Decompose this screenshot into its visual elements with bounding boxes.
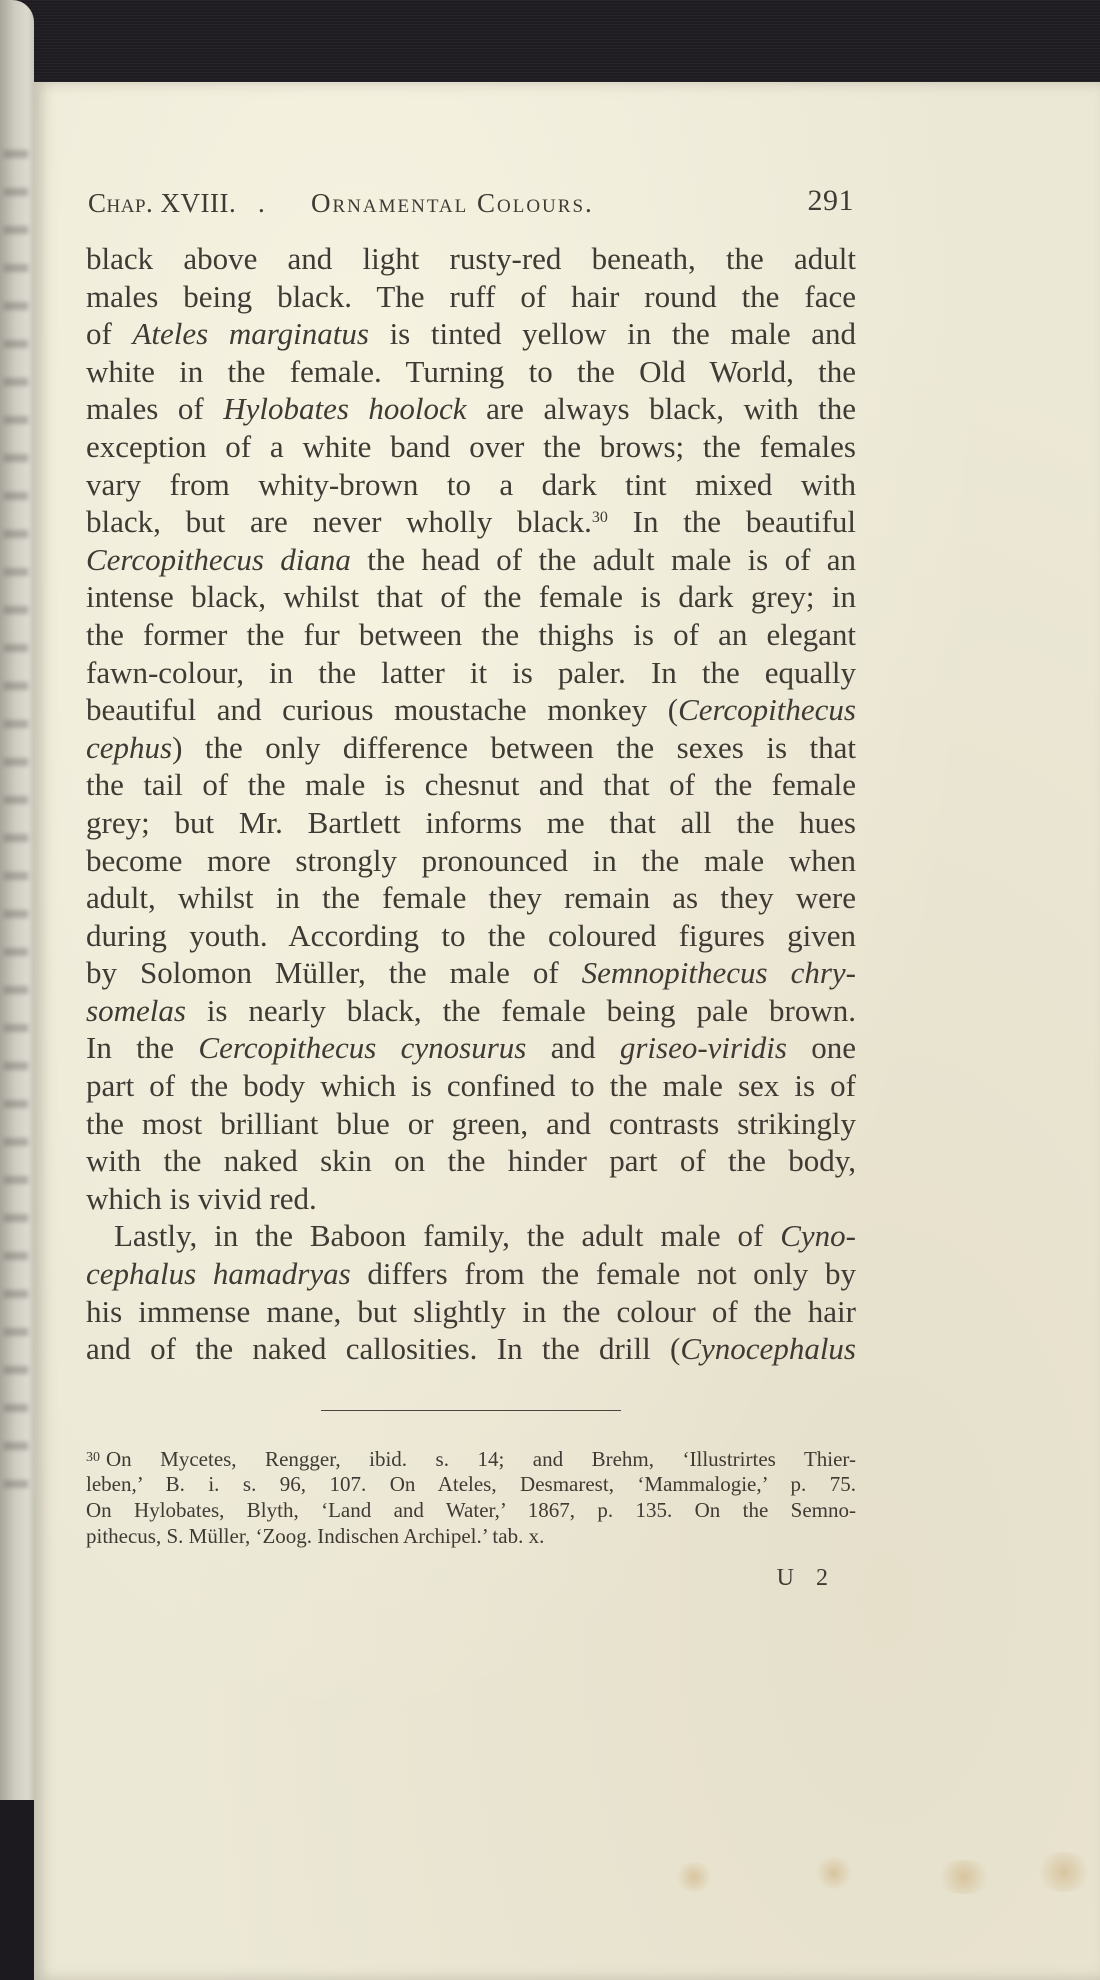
foxing-stain (814, 1857, 854, 1889)
text-segment: of (86, 316, 133, 352)
footnote-rule (321, 1410, 621, 1411)
italic-text: Semnopithecus chry- (581, 955, 856, 991)
bleed-through-text (4, 530, 28, 538)
italic-text: Hylobates hoolock (223, 391, 467, 427)
text-segment: intense black, whilst that of the female is dark grey; in (86, 579, 856, 615)
text-segment: is nearly black, the female being pale brown. (185, 992, 856, 1028)
bleed-through-text (4, 606, 28, 614)
text-line (86, 1217, 856, 1255)
text-line (86, 390, 856, 428)
text-segment: exception of a white band over the brows; the females (86, 428, 856, 464)
footnote-line (86, 1498, 856, 1524)
bleed-through-text (4, 1024, 28, 1032)
text-line (86, 1293, 856, 1331)
footnote-number: 30 (86, 1449, 100, 1465)
bleed-through-text (4, 1404, 28, 1412)
footnote-reference[interactable]: 30 (591, 509, 608, 527)
footnote-text: On Hylobates, Blyth, ‘Land and Water,’ 1867, p. 135. On the Semno- (86, 1498, 856, 1522)
foxing-stain (1034, 1852, 1094, 1892)
text-segment: and of the naked callosities. In the drill ( (86, 1331, 681, 1367)
text-segment: the tail of the male is chesnut and that of the female (86, 767, 856, 803)
foxing-stain (674, 1862, 714, 1892)
bleed-through-text (4, 1176, 28, 1184)
text-segment: his immense mane, but slightly in the colour of the hair (86, 1293, 856, 1329)
body-text (86, 240, 856, 1368)
bleed-through-text (4, 1290, 28, 1298)
bleed-through-text (4, 682, 28, 690)
bleed-through-text (4, 188, 28, 196)
bleed-through-text (4, 226, 28, 234)
italic-text: Cynocephalus (680, 1331, 856, 1367)
bleed-through-text (4, 264, 28, 272)
text-line (86, 917, 856, 955)
text-segment: which is vivid red. (86, 1180, 317, 1216)
italic-text: Cercopithecus cynosurus (198, 1030, 527, 1066)
text-segment: the former the fur between the thighs is of an elegant (86, 616, 856, 652)
text-segment: fawn-colour, in the latter it is paler. In the equally (86, 654, 856, 690)
bleed-through-text (4, 1328, 28, 1336)
italic-text: somelas (86, 992, 186, 1028)
text-segment: the head of the adult male is of an (350, 541, 857, 577)
bleed-through-text (4, 872, 28, 880)
text-line (86, 240, 856, 278)
text-segment: males being black. The ruff of hair round the face (86, 278, 856, 314)
text-segment: adult, whilst in the female they remain as they were (86, 880, 856, 916)
text-line (86, 616, 856, 654)
text-line (86, 1067, 856, 1105)
footnote-line (86, 1472, 856, 1498)
text-line (86, 278, 856, 316)
bleed-through-text (4, 492, 28, 500)
text-line (86, 1142, 856, 1180)
bleed-through-text (4, 1366, 28, 1374)
text-segment: Lastly, in the Baboon family, the adult male of (114, 1218, 781, 1254)
bleed-through-text (4, 796, 28, 804)
page-number: 291 (807, 184, 854, 217)
bleed-through-text (4, 416, 28, 424)
page-content (86, 180, 856, 1592)
bleed-through-text (4, 644, 28, 652)
text-line (86, 842, 856, 880)
bleed-through-text (4, 1138, 28, 1146)
bleed-through-text (4, 1480, 28, 1488)
text-line (86, 466, 856, 504)
italic-text: Ateles marginatus (132, 316, 369, 352)
bleed-through-text (4, 302, 28, 310)
bleed-through-text (4, 568, 28, 576)
text-line (86, 766, 856, 804)
footnote-text: On Mycetes, Rengger, ibid. s. 14; and Brehm, ‘Illustrirtes Thier- (106, 1446, 856, 1471)
italic-text: cephus (86, 729, 173, 765)
text-line (86, 992, 856, 1030)
text-line (86, 1029, 856, 1067)
text-line (86, 729, 856, 767)
footnote-line (86, 1524, 856, 1550)
text-segment: differs from the female not only by (350, 1256, 856, 1292)
foxing-stain (934, 1860, 994, 1894)
text-segment: In the (86, 1030, 199, 1066)
text-line (86, 428, 856, 466)
text-line (86, 1105, 856, 1143)
italic-text: Cyno- (780, 1218, 856, 1254)
running-head (86, 180, 856, 220)
section-title: Ornamental Colours. (311, 188, 594, 218)
text-line (86, 804, 856, 842)
chapter-label: Chap. XVIII. (88, 188, 237, 218)
text-segment: ) the only difference between the sexes is that (172, 729, 856, 765)
italic-text: griseo-viridis (619, 1030, 787, 1066)
bleed-through-text (4, 150, 28, 158)
text-segment: black, but are never wholly black. (86, 504, 592, 540)
bleed-through-text (4, 378, 28, 386)
text-segment: grey; but Mr. Bartlett informs me that all the hues (86, 804, 856, 840)
italic-text: Cercopithecus diana (86, 541, 351, 577)
bleed-through-text (4, 986, 28, 994)
text-line (86, 315, 856, 353)
bleed-through-text (4, 910, 28, 918)
bleed-through-text (4, 758, 28, 766)
bleed-through-text (4, 340, 28, 348)
text-segment: vary from whity-brown to a dark tint mixed with (86, 466, 856, 502)
text-segment: the most brilliant blue or green, and contrasts strikingly (86, 1105, 856, 1141)
text-segment: become more strongly pronounced in the male when (86, 842, 856, 878)
text-segment: during youth. According to the coloured figures given (86, 917, 856, 953)
text-line (86, 353, 856, 391)
text-segment: and (526, 1030, 620, 1066)
text-segment: one (786, 1030, 856, 1066)
text-line (86, 954, 856, 992)
text-segment: white in the female. Turning to the Old World, the (86, 353, 856, 389)
text-segment: part of the body which is confined to the male sex is of (86, 1068, 856, 1104)
text-line (86, 1255, 856, 1293)
bleed-through-text (4, 948, 28, 956)
text-line (86, 541, 856, 579)
text-line (86, 1330, 856, 1368)
text-segment: are always black, with the (466, 391, 856, 427)
bleed-through-text (4, 1214, 28, 1222)
text-line (86, 654, 856, 692)
text-segment: by Solomon Müller, the male of (86, 955, 582, 991)
signature-mark: U 2 (776, 1565, 836, 1592)
text-line (86, 503, 856, 541)
footnote-line (86, 1447, 856, 1473)
italic-text: Cercopithecus (678, 692, 856, 728)
bleed-through-text (4, 834, 28, 842)
text-line (86, 879, 856, 917)
text-segment: In the beautiful (607, 504, 856, 540)
text-line (86, 1180, 856, 1218)
adjacent-page-edge (0, 0, 34, 1800)
italic-text: cephalus hamadryas (86, 1256, 351, 1292)
footnote-text: leben,’ B. i. s. 96, 107. On Ateles, Desmarest, ‘Mammalogie,’ p. 75. (86, 1472, 856, 1497)
text-segment: males of (86, 391, 224, 427)
text-segment: is tinted yellow in the male and (368, 316, 856, 352)
bleed-through-text (4, 720, 28, 728)
text-segment: with the naked skin on the hinder part of the body, (86, 1143, 856, 1179)
bleed-through-text (4, 1442, 28, 1450)
text-line (86, 578, 856, 616)
running-head-separator: . (258, 188, 266, 218)
text-line (86, 691, 856, 729)
bleed-through-text (4, 1062, 28, 1070)
text-segment: black above and light rusty-red beneath, the adult (86, 241, 856, 276)
bleed-through-text (4, 1100, 28, 1108)
text-segment: beautiful and curious moustache monkey ( (86, 692, 679, 728)
footnote-text: pithecus, S. Müller, ‘Zoog. Indischen Archipel.’ tab. x. (86, 1523, 545, 1548)
bleed-through-text (4, 454, 28, 462)
bleed-through-text (4, 1252, 28, 1260)
footnote (86, 1447, 856, 1549)
